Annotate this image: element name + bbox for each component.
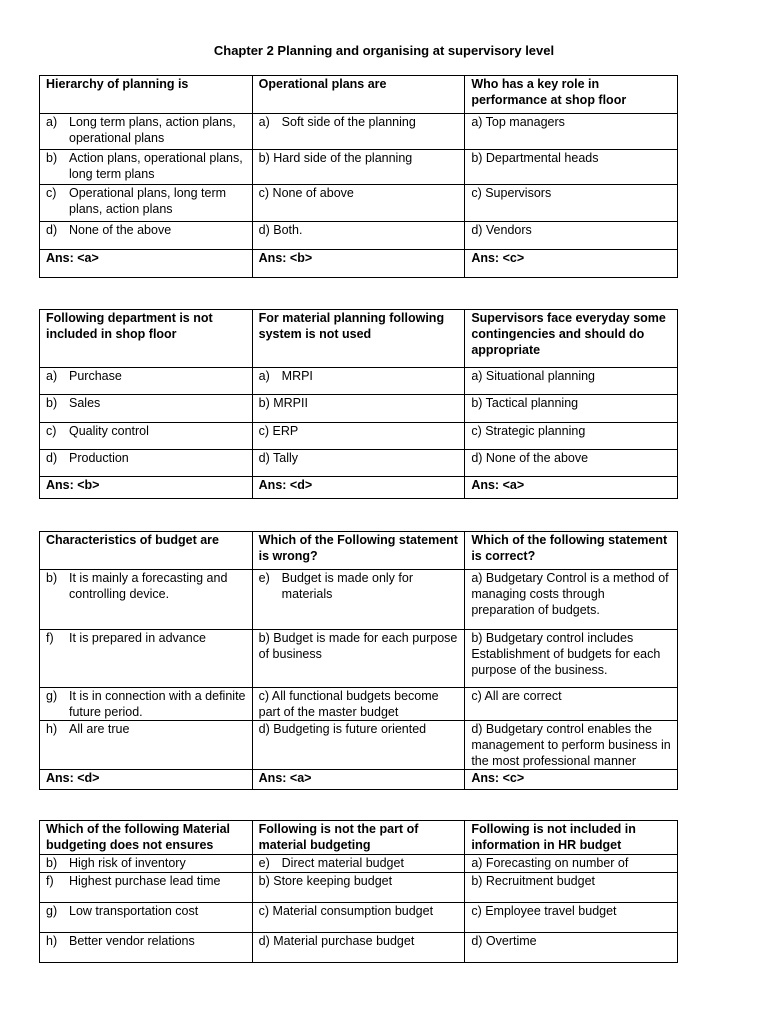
option-cell bbox=[465, 630, 678, 688]
option-cell bbox=[40, 873, 253, 903]
option-text: b) Hard side of the planning bbox=[258, 151, 413, 165]
option-cell bbox=[465, 423, 678, 450]
option-key: b) bbox=[46, 856, 58, 870]
option-key: a) bbox=[258, 115, 270, 129]
option-key: g) bbox=[46, 904, 58, 918]
option-cell bbox=[252, 185, 465, 222]
option-text: Production bbox=[69, 451, 129, 465]
option-cell bbox=[252, 450, 465, 477]
option-text: Soft side of the planning bbox=[281, 115, 416, 129]
option-text: All are true bbox=[69, 722, 130, 736]
option-cell bbox=[252, 150, 465, 185]
option-cell bbox=[465, 570, 678, 630]
option-cell bbox=[465, 688, 678, 721]
question-header: For material planning following system is not used bbox=[252, 310, 465, 368]
option-cell bbox=[252, 903, 465, 933]
option-cell bbox=[465, 873, 678, 903]
option-cell bbox=[252, 395, 465, 423]
option-key: e) bbox=[258, 571, 270, 585]
question-header: Which of the following statement is correct? bbox=[465, 532, 678, 570]
option-text: d) Vendors bbox=[471, 223, 532, 237]
option-text: d) Budgeting is future oriented bbox=[258, 722, 427, 736]
option-cell bbox=[40, 423, 253, 450]
question-header: Which of the following Material budgeting does not ensures bbox=[40, 821, 253, 855]
option-text: It is prepared in advance bbox=[69, 631, 206, 645]
option-text: d) None of the above bbox=[471, 451, 589, 465]
answer-cell: Ans: <b> bbox=[40, 477, 253, 499]
option-cell bbox=[465, 222, 678, 250]
option-cell bbox=[465, 450, 678, 477]
option-text: Action plans, operational plans, long term plans bbox=[69, 151, 243, 181]
option-text: Operational plans, long term plans, action plans bbox=[69, 186, 227, 216]
option-key: a) bbox=[46, 115, 58, 129]
option-cell bbox=[40, 185, 253, 222]
option-text: None of the above bbox=[69, 223, 172, 237]
option-cell bbox=[252, 688, 465, 721]
option-text: c) Material consumption budget bbox=[258, 904, 434, 918]
option-cell bbox=[465, 150, 678, 185]
option-text: b) Budget is made for each purpose of business bbox=[258, 631, 458, 661]
option-text: c) ERP bbox=[258, 424, 299, 438]
option-key: b) bbox=[46, 396, 58, 410]
option-cell bbox=[252, 423, 465, 450]
option-key: c) bbox=[46, 424, 57, 438]
option-key: c) bbox=[46, 186, 57, 200]
option-text: Quality control bbox=[69, 424, 149, 438]
option-text: Highest purchase lead time bbox=[69, 874, 221, 888]
question-block-4 bbox=[39, 820, 678, 963]
option-cell bbox=[252, 933, 465, 963]
option-text: Long term plans, action plans, operational plans bbox=[69, 115, 236, 145]
answer-cell: Ans: <d> bbox=[40, 770, 253, 790]
option-cell bbox=[40, 450, 253, 477]
option-text: Low transportation cost bbox=[69, 904, 199, 918]
answer-cell: Ans: <b> bbox=[252, 250, 465, 278]
option-text: High risk of inventory bbox=[69, 856, 186, 870]
answer-cell: Ans: <d> bbox=[252, 477, 465, 499]
option-cell bbox=[40, 150, 253, 185]
option-text: c) None of above bbox=[258, 186, 354, 200]
option-cell bbox=[465, 721, 678, 770]
option-cell bbox=[40, 368, 253, 395]
option-text: a) Top managers bbox=[471, 115, 565, 129]
option-text: c) All are correct bbox=[471, 689, 562, 703]
option-key: a) bbox=[258, 369, 270, 383]
question-header: Supervisors face everyday some contingencies and should do appropriate bbox=[465, 310, 678, 368]
option-key: h) bbox=[46, 722, 58, 736]
option-cell bbox=[252, 570, 465, 630]
answer-cell: Ans: <c> bbox=[465, 770, 678, 790]
question-header: Following is not the part of material budgeting bbox=[252, 821, 465, 855]
option-text: b) Recruitment budget bbox=[471, 874, 595, 888]
option-key: e) bbox=[258, 856, 270, 870]
option-cell bbox=[40, 721, 253, 770]
option-cell bbox=[40, 855, 253, 873]
option-text: a) Budgetary Control is a method of managing costs through preparation of budgets. bbox=[471, 571, 669, 617]
option-key: a) bbox=[46, 369, 58, 383]
option-cell bbox=[465, 903, 678, 933]
question-header: Characteristics of budget are bbox=[40, 532, 253, 570]
question-header: Operational plans are bbox=[252, 76, 465, 114]
option-text: a) Forecasting on number of bbox=[471, 856, 629, 870]
question-header: Following is not included in information in HR budget bbox=[465, 821, 678, 855]
option-cell bbox=[40, 222, 253, 250]
option-text: Direct material budget bbox=[281, 856, 404, 870]
question-block-3 bbox=[39, 531, 678, 790]
option-cell bbox=[40, 570, 253, 630]
option-key: g) bbox=[46, 689, 58, 703]
answer-cell: Ans: <a> bbox=[465, 477, 678, 499]
option-cell bbox=[252, 873, 465, 903]
answer-cell: Ans: <c> bbox=[465, 250, 678, 278]
answer-cell: Ans: <a> bbox=[252, 770, 465, 790]
option-cell bbox=[40, 688, 253, 721]
option-cell bbox=[252, 855, 465, 873]
option-text: d) Tally bbox=[258, 451, 299, 465]
option-cell bbox=[465, 395, 678, 423]
page-title: Chapter 2 Planning and organising at supervisory level bbox=[213, 43, 555, 58]
option-key: b) bbox=[46, 151, 58, 165]
option-key: h) bbox=[46, 934, 58, 948]
option-text: c) Employee travel budget bbox=[471, 904, 617, 918]
question-header: Who has a key role in performance at shop floor bbox=[465, 76, 678, 114]
option-text: Budget is made only for materials bbox=[281, 571, 413, 601]
option-text: d) Material purchase budget bbox=[258, 934, 415, 948]
option-text: d) Overtime bbox=[471, 934, 537, 948]
option-key: f) bbox=[46, 874, 54, 888]
option-cell bbox=[465, 933, 678, 963]
option-text: b) Store keeping budget bbox=[258, 874, 393, 888]
option-text: d) Both. bbox=[258, 223, 303, 237]
option-text: b) Budgetary control includes Establishment of budgets for each purpose of the business. bbox=[471, 631, 661, 677]
option-cell bbox=[465, 185, 678, 222]
option-cell bbox=[40, 114, 253, 150]
question-header: Which of the Following statement is wrong? bbox=[252, 532, 465, 570]
question-header: Hierarchy of planning is bbox=[40, 76, 253, 114]
option-cell bbox=[252, 222, 465, 250]
question-block-2 bbox=[39, 309, 678, 499]
option-text: It is mainly a forecasting and controlling device. bbox=[69, 571, 228, 601]
option-text: c) All functional budgets become part of the master budget bbox=[258, 689, 439, 719]
question-block-1 bbox=[39, 75, 678, 278]
option-key: f) bbox=[46, 631, 54, 645]
option-cell bbox=[252, 368, 465, 395]
option-cell bbox=[252, 114, 465, 150]
option-cell bbox=[252, 630, 465, 688]
option-text: Sales bbox=[69, 396, 101, 410]
option-cell bbox=[40, 395, 253, 423]
answer-cell: Ans: <a> bbox=[40, 250, 253, 278]
option-key: d) bbox=[46, 451, 58, 465]
question-header: Following department is not included in shop floor bbox=[40, 310, 253, 368]
option-cell bbox=[40, 903, 253, 933]
option-key: d) bbox=[46, 223, 58, 237]
option-text: Better vendor relations bbox=[69, 934, 195, 948]
option-text: d) Budgetary control enables the management to perform business in the most professional manner bbox=[471, 722, 671, 768]
option-cell bbox=[465, 114, 678, 150]
option-text: MRPI bbox=[281, 369, 313, 383]
option-text: c) Strategic planning bbox=[471, 424, 586, 438]
option-cell bbox=[40, 630, 253, 688]
option-text: a) Situational planning bbox=[471, 369, 596, 383]
option-cell bbox=[465, 855, 678, 873]
option-text: b) Tactical planning bbox=[471, 396, 579, 410]
option-cell bbox=[40, 933, 253, 963]
option-cell bbox=[465, 368, 678, 395]
option-cell bbox=[252, 721, 465, 770]
option-text: b) Departmental heads bbox=[471, 151, 599, 165]
option-text: c) Supervisors bbox=[471, 186, 552, 200]
option-key: b) bbox=[46, 571, 58, 585]
option-text: It is in connection with a definite future period. bbox=[69, 689, 246, 719]
option-text: b) MRPII bbox=[258, 396, 308, 410]
option-text: Purchase bbox=[69, 369, 122, 383]
